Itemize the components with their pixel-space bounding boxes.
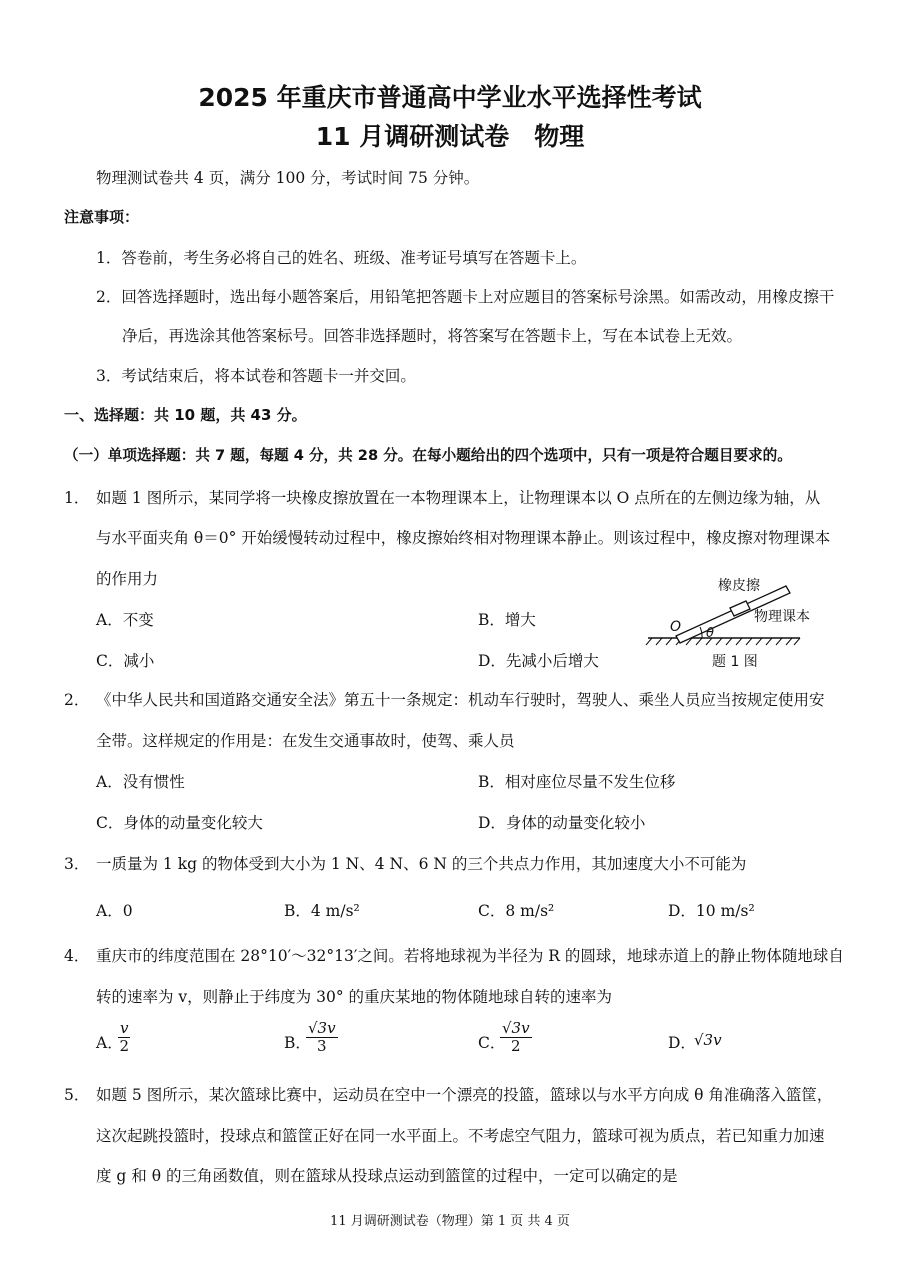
q2-number: 2． bbox=[64, 691, 90, 709]
q1-option-a: A．不变 bbox=[96, 611, 154, 629]
q4-option-c-fraction bbox=[500, 1020, 532, 1055]
q4-c-numerator: √3v bbox=[502, 1019, 530, 1037]
q1-number: 1． bbox=[64, 489, 90, 507]
q1-stem-line-1: 如题 1 图所示，某同学将一块橡皮擦放置在一本物理课本上，让物理课本以 O 点所在的左侧边缘为轴，从 bbox=[96, 489, 821, 507]
q1-stem-line-3: 的作用力 bbox=[96, 570, 159, 588]
notice-heading: 注意事项： bbox=[64, 208, 140, 226]
subsection-heading: （一）单项选择题：共 7 题，每题 4 分，共 28 分。在每小题给出的四个选项中，只有一项是符合题目要求的。 bbox=[64, 447, 792, 464]
q4-option-b-label: B． bbox=[284, 1034, 311, 1052]
notice-item-2-line-2: 净后，再选涂其他答案标号。回答非选择题时，将答案写在答题卡上，写在本试卷上无效。 bbox=[122, 327, 743, 345]
q4-b-numerator: √3v bbox=[308, 1019, 336, 1037]
q2-option-d: D．身体的动量变化较小 bbox=[478, 814, 646, 832]
q4-a-denominator: 2 bbox=[119, 1037, 130, 1055]
q2-option-b: B．相对座位尽量不发生位移 bbox=[478, 773, 676, 791]
q1-option-c: C．减小 bbox=[96, 652, 155, 670]
q4-option-c-label: C． bbox=[478, 1034, 506, 1052]
q4-stem-line-2: 转的速率为 v，则静止于纬度为 30° 的重庆某地的物体随地球自转的速率为 bbox=[96, 988, 613, 1006]
q4-option-d-value: √3v bbox=[694, 1031, 722, 1049]
page-footer: 11 月调研测试卷（物理）第 1 页 共 4 页 bbox=[330, 1214, 570, 1229]
q1-stem-line-2: 与水平面夹角 θ＝0° 开始缓慢转动过程中，橡皮擦始终相对物理课本静止。则该过程中，橡皮擦对物理课本 bbox=[96, 529, 831, 547]
q3-option-a: A．0 bbox=[96, 902, 133, 920]
section-heading: 一、选择题：共 10 题，共 43 分。 bbox=[64, 406, 307, 424]
q3-option-c: C．8 m/s² bbox=[478, 902, 555, 920]
ground-hatching bbox=[646, 638, 800, 645]
q5-number: 5． bbox=[64, 1086, 90, 1104]
notice-item-3: 3．考试结束后，将本试卷和答题卡一并交回。 bbox=[96, 367, 416, 385]
q4-option-d-label: D． bbox=[668, 1034, 696, 1052]
exam-title: 2025 年重庆市普通高中学业水平选择性考试 bbox=[198, 83, 702, 112]
q2-option-a: A．没有惯性 bbox=[96, 773, 185, 791]
q4-option-b-fraction bbox=[306, 1020, 338, 1055]
q4-a-numerator: v bbox=[120, 1019, 129, 1037]
q5-stem-line-1: 如题 5 图所示，某次篮球比赛中，运动员在空中一个漂亮的投篮，篮球以与水平方向成 θ 角准确落入篮筐， bbox=[96, 1086, 833, 1104]
q4-number: 4． bbox=[64, 947, 90, 965]
figure-1-caption: 题 1 图 bbox=[712, 654, 758, 670]
point-o-label: O bbox=[670, 619, 682, 635]
theta-label: θ bbox=[706, 626, 714, 641]
intro-text: 物理测试卷共 4 页，满分 100 分，考试时间 75 分钟。 bbox=[96, 169, 480, 187]
notice-item-2-line-1: 2．回答选择题时，选出每小题答案后，用铅笔把答题卡上对应题目的答案标号涂黑。如需改动，用橡皮擦干 bbox=[96, 288, 835, 306]
notice-item-1: 1．答卷前，考生务必将自己的姓名、班级、准考证号填写在答题卡上。 bbox=[96, 249, 587, 267]
q2-stem-line-1: 《中华人民共和国道路交通安全法》第五十一条规定：机动车行驶时，驾驶人、乘坐人员应当按规定使用安 bbox=[96, 691, 825, 709]
q4-b-denominator: 3 bbox=[317, 1037, 327, 1055]
q4-option-a-label: A． bbox=[96, 1034, 123, 1052]
q2-option-c: C．身体的动量变化较大 bbox=[96, 814, 263, 832]
q3-number: 3． bbox=[64, 855, 90, 873]
q5-stem-line-3: 度 g 和 θ 的三角函数值，则在篮球从投球点运动到篮筐的过程中，一定可以确定的是 bbox=[96, 1167, 678, 1185]
q3-option-d: D．10 m/s² bbox=[668, 902, 755, 920]
exam-subtitle: 11 月调研测试卷 物理 bbox=[315, 122, 585, 151]
q3-option-b: B．4 m/s² bbox=[284, 902, 360, 920]
q1-option-b: B．增大 bbox=[478, 611, 536, 629]
q1-option-d: D．先减小后增大 bbox=[478, 652, 599, 670]
eraser-shape bbox=[730, 601, 750, 616]
q4-c-denominator: 2 bbox=[511, 1037, 521, 1055]
eraser-label: 橡皮擦 bbox=[718, 578, 760, 594]
book-label: 物理课本 bbox=[754, 609, 810, 625]
q4-stem-line-1: 重庆市的纬度范围在 28°10′～32°13′之间。若将地球视为半径为 R 的圆球，地球赤道上的静止物体随地球自 bbox=[96, 947, 844, 965]
q5-stem-line-2: 这次起跳投篮时，投球点和篮筐正好在同一水平面上。不考虑空气阻力，篮球可视为质点，若已知重力加速 bbox=[96, 1127, 825, 1145]
q3-stem-line-1: 一质量为 1 kg 的物体受到大小为 1 N、4 N、6 N 的三个共点力作用，其加速度大小不可能为 bbox=[96, 855, 747, 873]
q2-stem-line-2: 全带。这样规定的作用是：在发生交通事故时，使驾、乘人员 bbox=[96, 732, 515, 750]
q4-option-a-fraction bbox=[118, 1020, 130, 1055]
